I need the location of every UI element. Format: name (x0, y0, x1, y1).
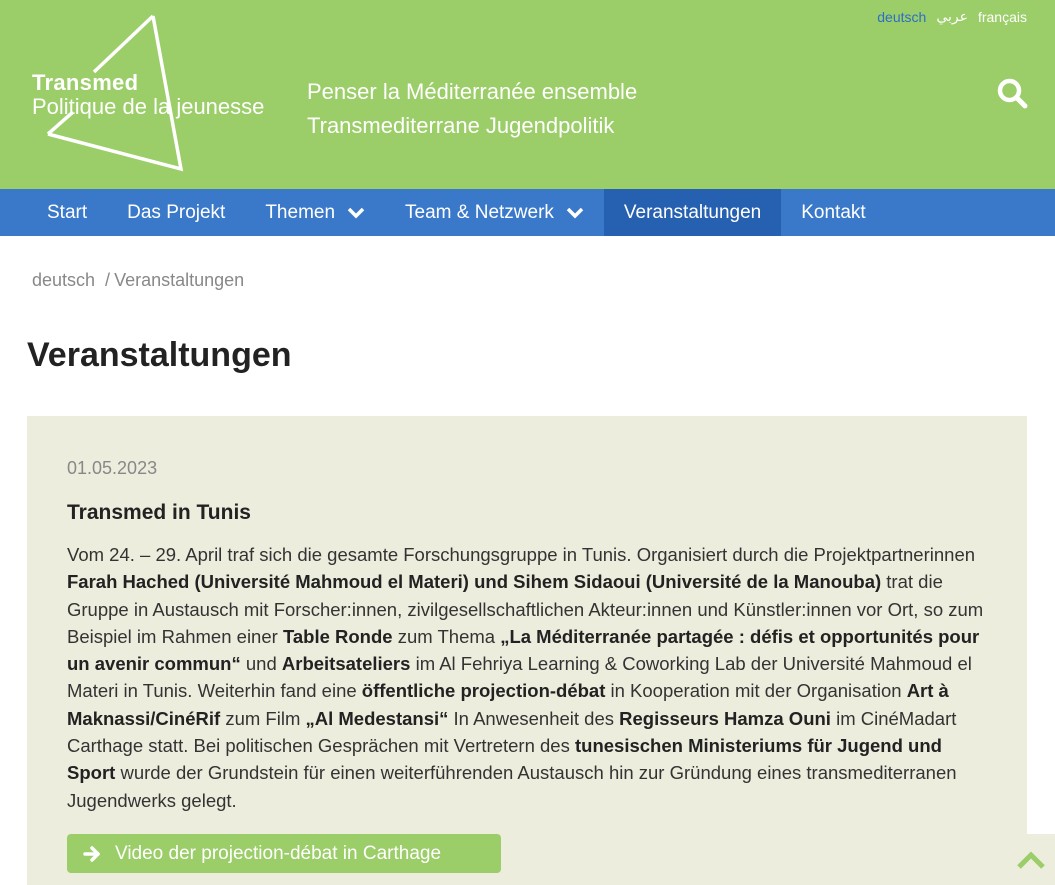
breadcrumb (32, 270, 244, 291)
event-body-text: zum Thema (392, 625, 501, 647)
lang-francais[interactable]: français (977, 8, 1027, 25)
event-body (67, 541, 987, 814)
lang-arabic[interactable]: عربي (936, 8, 968, 24)
video-button[interactable] (67, 834, 501, 873)
event-body-text: und (240, 653, 282, 675)
event-body-bold: Regisseurs Hamza Ouni (619, 707, 831, 729)
chevron-down-icon (347, 207, 365, 219)
page-title: Veranstaltungen (27, 336, 292, 374)
breadcrumb-separator: / (105, 270, 111, 290)
event-title: Transmed in Tunis (67, 501, 251, 524)
nav-label: Themen (265, 201, 336, 223)
site-logo[interactable] (28, 12, 288, 177)
site-header (0, 0, 1055, 189)
breadcrumb-home[interactable]: deutsch (32, 270, 96, 290)
video-button-label: Video der projection-débat in Carthage (115, 842, 442, 864)
event-body-bold: tunesischen Ministeriums für Jugend und Sport (67, 735, 942, 784)
nav-label: Das Projekt (127, 201, 226, 223)
event-body-text: im CinéMadart Carthage statt. Bei politischen Gesprächen mit Vertretern des (67, 707, 957, 757)
event-body-bold: „Al Medestansi“ (305, 707, 449, 729)
event-date: 01.05.2023 (67, 458, 158, 478)
event-body-bold: Farah Hached (Université Mahmoud el Materi) und Sihem Sidaoui (Université de la Manouba) (67, 571, 882, 593)
nav-item-das-projekt[interactable] (107, 189, 245, 236)
nav-label: Veranstaltungen (623, 201, 762, 223)
nav-item-themen[interactable] (245, 189, 385, 236)
event-body-text: in Kooperation mit der Organisation (605, 680, 907, 702)
search-button[interactable] (996, 77, 1030, 111)
tagline (307, 75, 637, 143)
nav-item-kontakt[interactable] (781, 189, 885, 236)
event-body-text: Vom 24. – 29. April traf sich die gesamte Forschungsgruppe in Tunis. Organisiert durch die Projektpartnerinnen (67, 544, 976, 565)
chevron-down-icon (566, 207, 584, 219)
event-body-bold: Arbeitsateliers (281, 653, 411, 675)
nav-label: Start (47, 201, 88, 223)
nav-item-start[interactable] (27, 189, 107, 236)
tagline-line-1: Penser la Méditerranée ensemble (307, 79, 638, 104)
tagline-line-2: Transmediterrane Jugendpolitik (307, 113, 615, 138)
nav-label: Team & Netzwerk (405, 201, 554, 223)
event-body-text: zum Film (220, 707, 306, 729)
language-switcher (877, 8, 1027, 25)
arrow-right-icon (83, 845, 103, 863)
event-body-bold: Art à Maknassi/CinéRif (67, 680, 949, 729)
event-body-text: In Anwesenheit des (448, 707, 620, 729)
main-nav (0, 189, 1055, 236)
event-body-bold: öffentliche projection-débat (361, 680, 606, 702)
nav-label: Kontakt (801, 201, 866, 223)
nav-item-veranstaltungen[interactable] (604, 189, 781, 236)
logo-title: Transmed (32, 70, 139, 95)
lang-deutsch[interactable]: deutsch (877, 8, 927, 25)
event-body-text: trat die Gruppe in Austausch mit Forscher:innen, zivilgesellschaftlichen Akteur:innen und Künstler:innen vor Ort, so zum Beispiel im Rahmen einer (67, 571, 984, 647)
event-body-text: wurde der Grundstein für einen weiterführenden Austausch hin zur Gründung eines transmediterranen Jugendwerks gelegt. (67, 762, 957, 811)
event-body-bold: Table Ronde (282, 625, 393, 647)
nav-item-team-netzwerk[interactable] (385, 189, 604, 236)
search-icon (996, 77, 1030, 111)
chevron-up-icon (1016, 850, 1046, 870)
breadcrumb-current: Veranstaltungen (114, 270, 245, 290)
logo-subtitle: Politique de la jeunesse (32, 94, 265, 119)
scroll-to-top-button[interactable] (1006, 834, 1055, 885)
event-card (27, 416, 1027, 885)
event-body-text: im Al Fehriya Learning & Coworking Lab der Université Mahmoud el Materi in Tunis. Weiterhin fand eine (67, 653, 972, 702)
event-body-bold: „La Méditerranée partagée : défis et opportunités pour un avenir commun“ (67, 625, 980, 675)
